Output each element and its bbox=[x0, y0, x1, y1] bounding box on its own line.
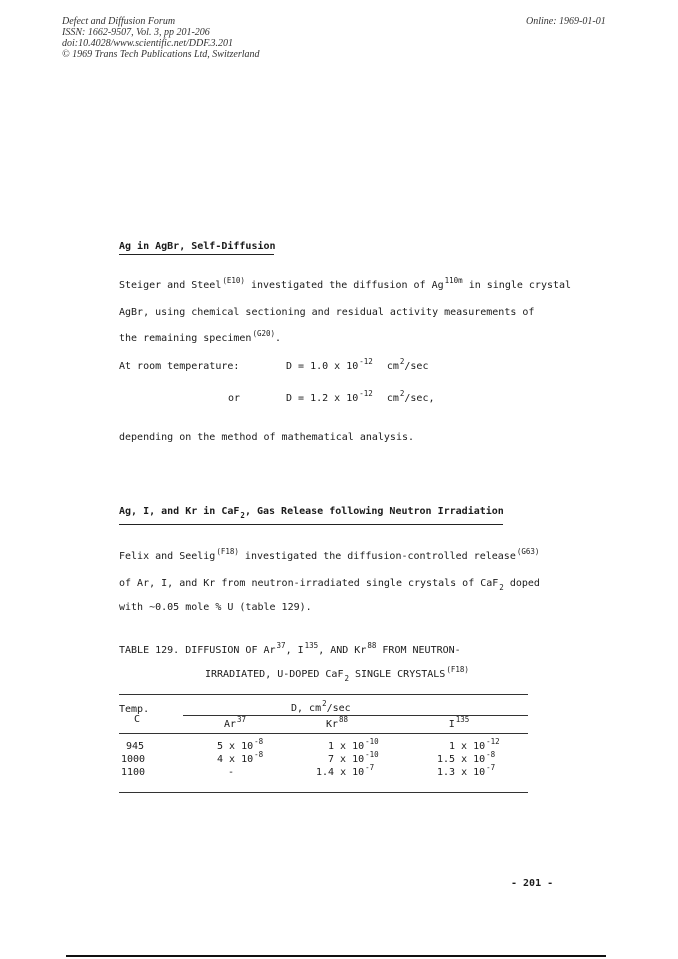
exponent: -8 bbox=[254, 750, 264, 759]
exponent: -12 bbox=[486, 737, 500, 746]
exponent: -8 bbox=[254, 737, 264, 746]
table-header-i bbox=[424, 715, 494, 730]
isotope-superscript: 88 bbox=[339, 715, 349, 724]
table-cell-ar bbox=[217, 750, 264, 765]
exponent: -8 bbox=[486, 750, 496, 759]
text: TABLE 129. DIFFUSION OF Ar bbox=[119, 645, 276, 656]
text: 1 x 10 bbox=[449, 741, 486, 752]
table-cell-ar bbox=[228, 767, 234, 778]
paragraph-line bbox=[119, 432, 414, 443]
exponent: 2 bbox=[399, 389, 405, 398]
exponent: -7 bbox=[365, 763, 375, 772]
issn-line: ISSN: 1662-9507, Vol. 3, pp 201-206 bbox=[62, 27, 210, 38]
exponent: 2 bbox=[399, 357, 405, 366]
text: investigated the diffusion-controlled release bbox=[238, 551, 516, 562]
text: 4 x 10 bbox=[217, 754, 254, 765]
text: 5 x 10 bbox=[217, 741, 254, 752]
isotope-superscript: 88 bbox=[367, 641, 377, 650]
page-number: - 201 - bbox=[511, 878, 554, 889]
text: D, cm bbox=[291, 703, 322, 714]
unit: cm bbox=[386, 393, 399, 404]
exponent: -10 bbox=[365, 750, 379, 759]
paragraph-line bbox=[119, 276, 572, 291]
text: Ag, I, and Kr in CaF bbox=[119, 506, 240, 517]
isotope-superscript: 110m bbox=[444, 276, 463, 285]
doi-line: doi:10.4028/www.scientific.net/DDF.3.201 bbox=[62, 38, 234, 49]
online-date: Online: 1969-01-01 bbox=[526, 16, 606, 27]
text: Felix and Seelig bbox=[119, 551, 216, 562]
text: , Gas Release following Neutron Irradiation bbox=[244, 506, 504, 517]
table-cell-temp: 1100 bbox=[121, 767, 146, 778]
table-cell-temp: 945 bbox=[126, 741, 145, 752]
exponent: -12 bbox=[359, 357, 373, 366]
or-label: or bbox=[228, 393, 241, 404]
text: - bbox=[228, 767, 235, 778]
exponent: -12 bbox=[359, 389, 373, 398]
reference-mark: (E10) bbox=[222, 276, 245, 285]
section-title-caf2 bbox=[119, 506, 504, 520]
paragraph-line bbox=[119, 578, 540, 592]
text: 1.3 x 10 bbox=[437, 767, 486, 778]
text: doped bbox=[503, 578, 540, 589]
paragraph-line bbox=[119, 547, 540, 562]
text: /sec bbox=[326, 703, 351, 714]
table-top-rule bbox=[119, 694, 528, 695]
unit: /sec, bbox=[404, 393, 435, 404]
journal-name: Defect and Diffusion Forum bbox=[62, 16, 176, 27]
table-cell-temp: 1000 bbox=[121, 754, 146, 765]
table-header-d bbox=[291, 699, 351, 714]
room-temp-label: At room temperature: bbox=[119, 361, 240, 372]
paragraph-line bbox=[119, 602, 312, 613]
text: D = 1.2 x 10 bbox=[286, 393, 359, 404]
table-header-c: C bbox=[134, 714, 141, 725]
reference-mark: (F18) bbox=[446, 665, 469, 674]
text: FROM NEUTRON- bbox=[376, 645, 461, 656]
exponent: -10 bbox=[365, 737, 379, 746]
table-cell-kr bbox=[316, 763, 375, 778]
text: the remaining specimen bbox=[119, 333, 252, 344]
equation-1 bbox=[286, 357, 429, 372]
exponent: -7 bbox=[486, 763, 496, 772]
isotope-superscript: 135 bbox=[455, 715, 470, 724]
isotope-superscript: 37 bbox=[237, 715, 247, 724]
table-bottom-rule bbox=[119, 792, 528, 793]
reference-mark: (F18) bbox=[216, 547, 239, 556]
table-header-ar bbox=[200, 715, 270, 730]
text: SINGLE CRYSTALS bbox=[349, 669, 446, 680]
isotope-superscript: 37 bbox=[276, 641, 286, 650]
reference-mark: (G63) bbox=[516, 547, 540, 556]
text: Ar bbox=[223, 719, 236, 730]
text: , AND Kr bbox=[318, 645, 367, 656]
paragraph-line bbox=[119, 329, 282, 344]
text: , I bbox=[285, 645, 304, 656]
subscript: 2 bbox=[499, 583, 504, 592]
copyright-line: © 1969 Trans Tech Publications Ltd, Switzerland bbox=[62, 49, 260, 60]
paragraph-line bbox=[119, 307, 534, 318]
subscript: 2 bbox=[344, 674, 349, 683]
text: with ~0.05 mole % U (table 129). bbox=[119, 602, 312, 613]
text: I bbox=[448, 719, 455, 730]
equation-2 bbox=[286, 389, 435, 404]
bottom-scan-edge bbox=[66, 955, 606, 957]
table-header-temp: Temp. bbox=[119, 704, 150, 715]
text: 1 x 10 bbox=[328, 741, 365, 752]
text: in single crystal bbox=[462, 280, 572, 291]
table-caption-line1 bbox=[119, 641, 461, 656]
table-cell-i bbox=[437, 763, 496, 778]
text: . bbox=[275, 333, 282, 344]
section-title-ag-agbr bbox=[119, 241, 276, 252]
unit: /sec bbox=[404, 361, 429, 372]
text: D = 1.0 x 10 bbox=[286, 361, 359, 372]
table-subheader-rule bbox=[183, 715, 528, 716]
text: Kr bbox=[325, 719, 338, 730]
section-title-underline bbox=[119, 254, 274, 255]
section-title-underline bbox=[119, 524, 503, 525]
text: 7 x 10 bbox=[328, 754, 365, 765]
text: 1.4 x 10 bbox=[316, 767, 365, 778]
text: of Ar, I, and Kr from neutron-irradiated single crystals of CaF bbox=[119, 578, 499, 589]
section-title-text: Ag in AgBr, Self-Diffusion bbox=[119, 241, 276, 252]
text: investigated the diffusion of Ag bbox=[244, 280, 444, 291]
isotope-superscript: 135 bbox=[304, 641, 319, 650]
unit: cm bbox=[386, 361, 399, 372]
table-header-rule bbox=[119, 733, 528, 734]
text: 1.5 x 10 bbox=[437, 754, 486, 765]
text: depending on the method of mathematical analysis. bbox=[119, 432, 415, 443]
text: Steiger and Steel bbox=[119, 280, 222, 291]
text: AgBr, using chemical sectioning and residual activity measurements of bbox=[119, 307, 535, 318]
subscript: 2 bbox=[240, 511, 245, 520]
text: IRRADIATED, U-DOPED CaF bbox=[205, 669, 344, 680]
table-caption-line2 bbox=[205, 665, 469, 683]
reference-mark: (G20) bbox=[252, 329, 276, 338]
exponent: 2 bbox=[322, 699, 327, 708]
table-header-kr bbox=[302, 715, 372, 730]
